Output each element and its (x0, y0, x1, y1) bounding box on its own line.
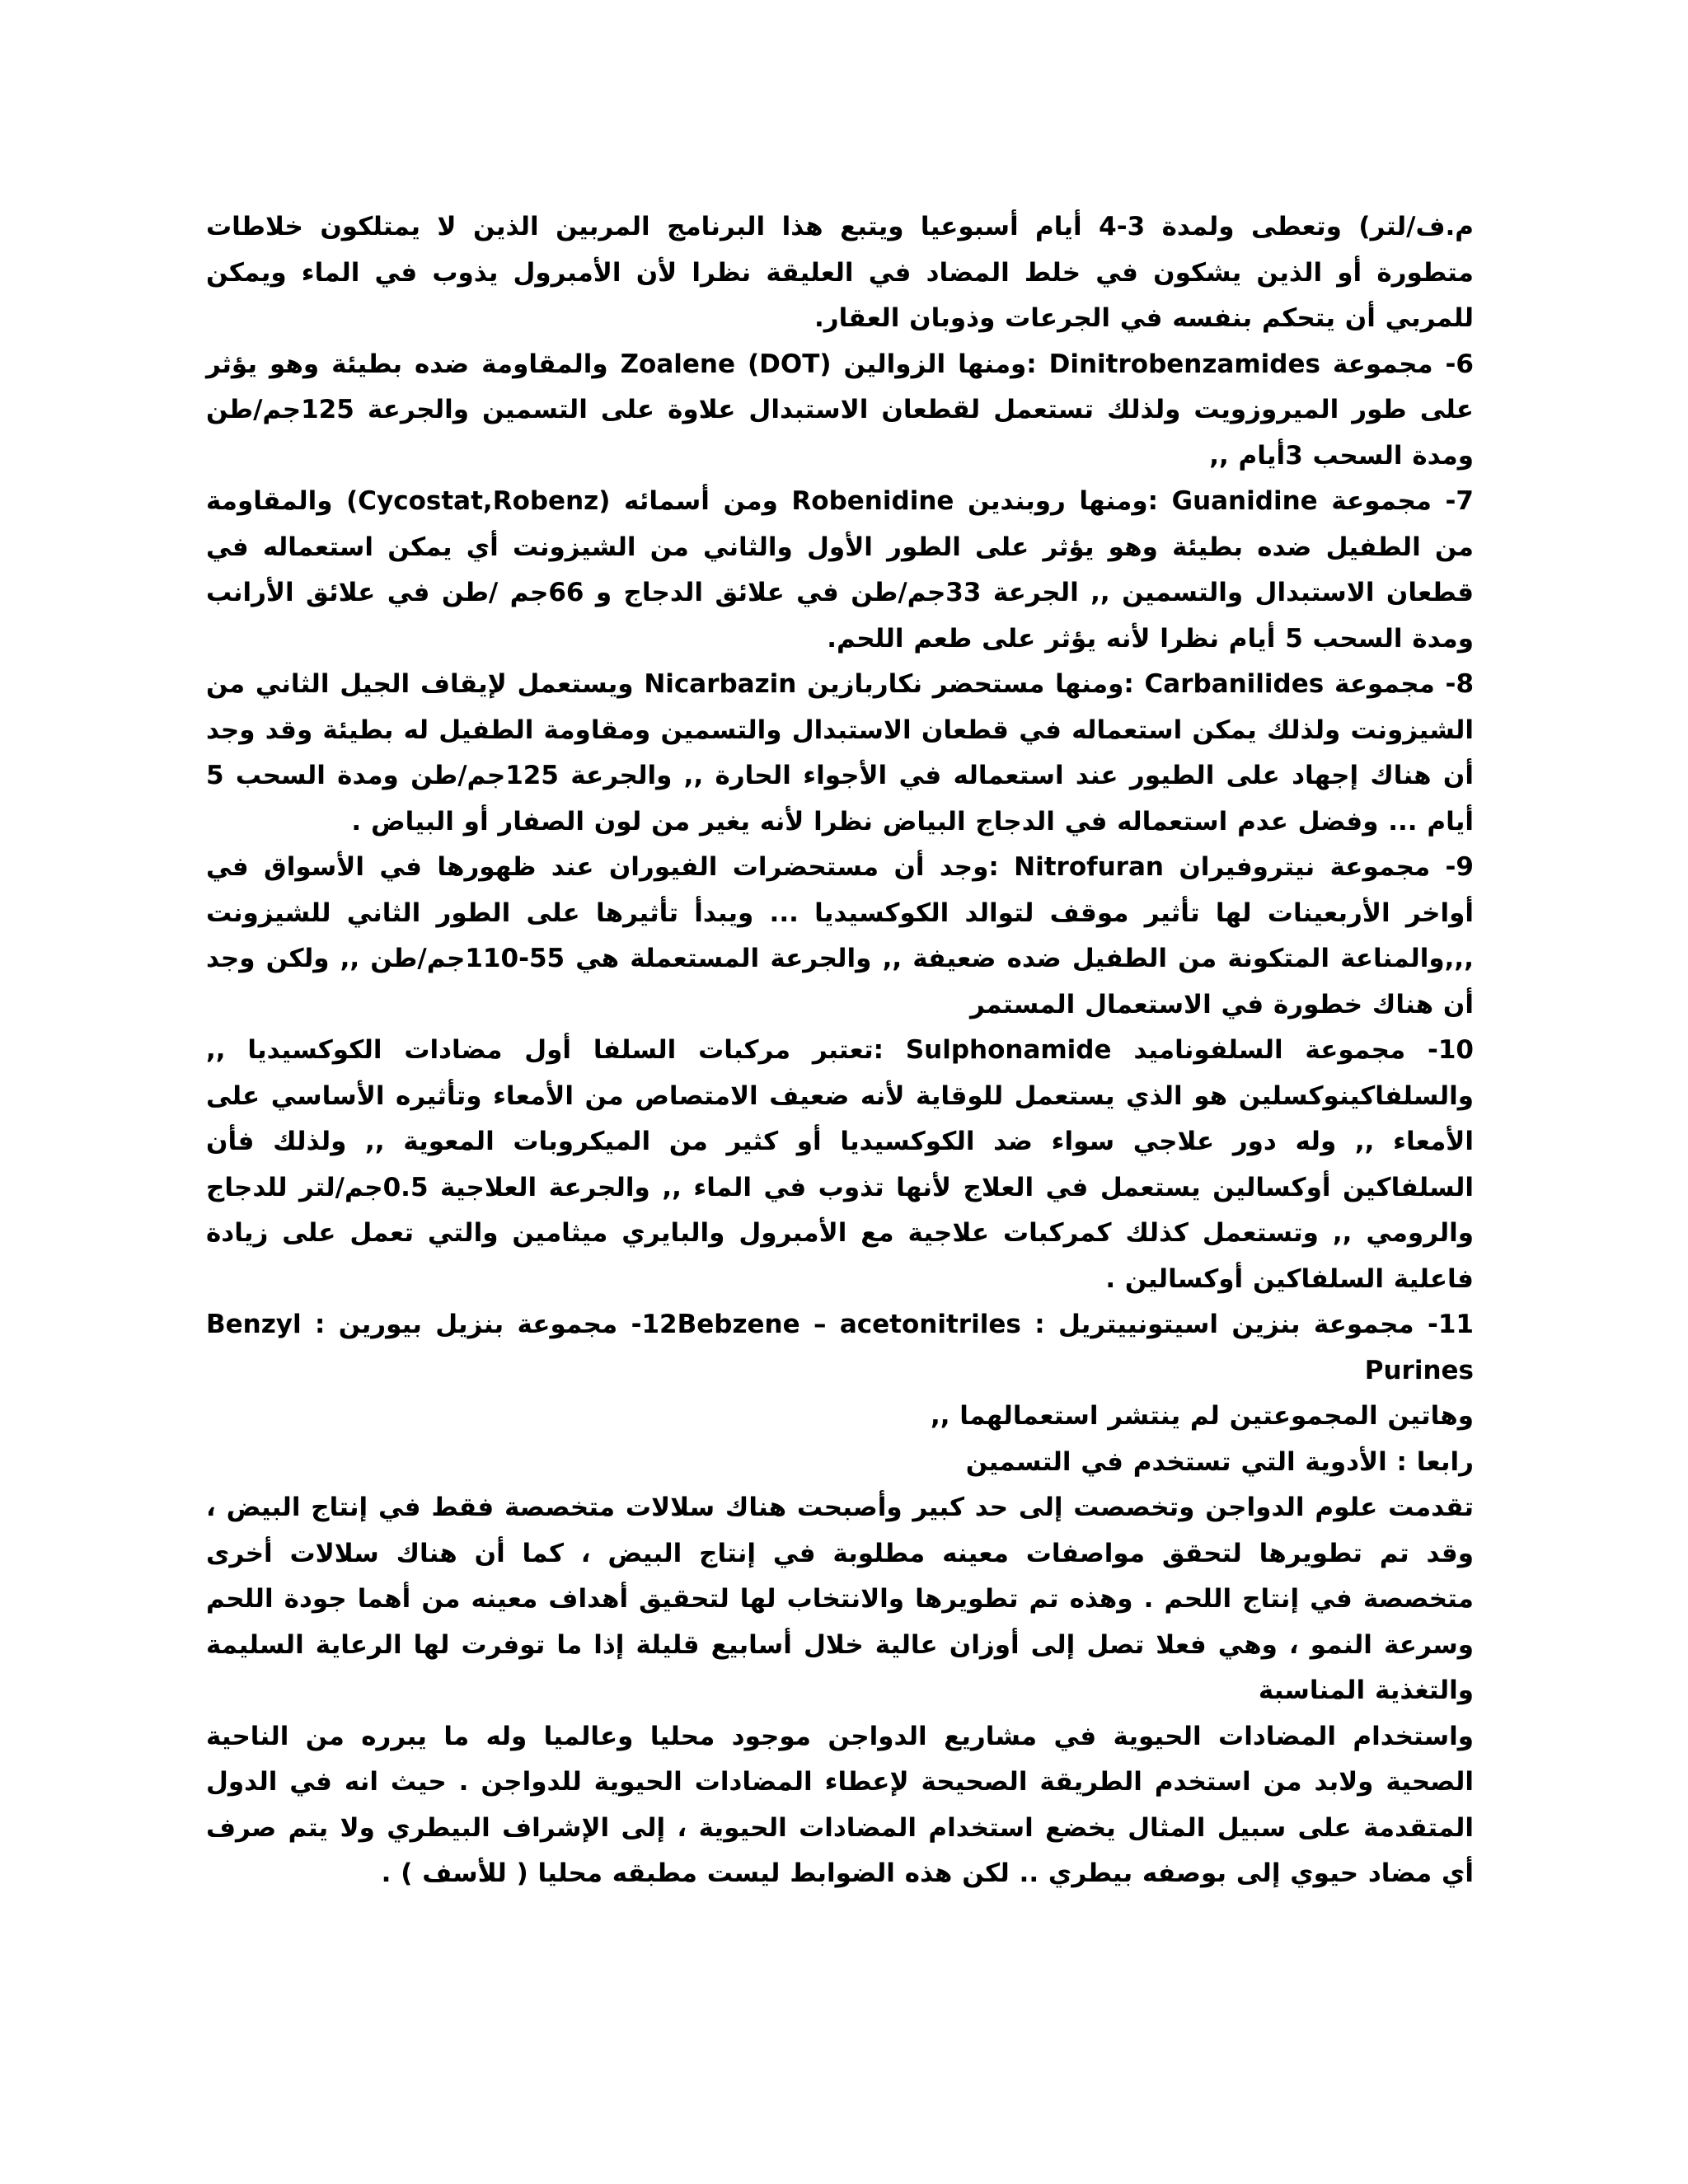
paragraph-group-9-nitrofuran: 9- مجموعة نيتروفيران Nitrofuran :وجد أن مستحضرات الفيوران عند ظهورها في الأسواق في أواخر الأربعينات لها تأثير موقف لتوالد الكوكسيديا ... ويبدأ تأثيرها على الطور الثاني للشيزونت ,,,والمناعة المتكونة من الطفيل ضده ضعيفة ,, والجرعة المستعملة هي 55-110جم/طن ,, ولكن وجد أن هناك خطورة في الاستعمال المستمر (206, 852, 1474, 1019)
section-heading-fattening-drugs: رابعا : الأدوية التي تستخدم في التسمين (965, 1446, 1474, 1477)
paragraph-group-10-sulphonamide: 10- مجموعة السلفوناميد Sulphonamide :تعتبر مركبات السلفا أول مضادات الكوكسيديا ,, والسلفاكينوكسلين هو الذي يستعمل للوقاية لأنه ضعيف الامتصاص من الأمعاء وتأثيره الأساسي على الأمعاء ,, وله دور علاجي سواء ضد الكوكسيديا أو كثير من الميكروبات المعوية ,, ولذلك فأن السلفاكين أوكسالين يستعمل في العلاج لأنها تذوب في الماء ,, والجرعة العلاجية 0.5جم/لتر للدجاج والرومي ,, وتستعمل كذلك كمركبات علاجية مع الأمبرول والبايري ميثامين والتي تعمل على زيادة فاعلية السلفاكين أوكسالين . (206, 1035, 1474, 1294)
paragraph-continuation: م.ف/لتر) وتعطى ولمدة 3-4 أيام أسبوعيا ويتبع هذا البرنامج المربين الذين لا يمتلكون خلاطات متطورة أو الذين يشكون في خلط المضاد في العليقة نظرا لأن الأمبرول يذوب في الماء ويمكن للمربي أن يتحكم بنفسه في الجرعات وذوبان العقار. (206, 212, 1474, 333)
paragraph-antibiotics: واستخدام المضادات الحيوية في مشاريع الدواجن موجود محليا وعالميا وله ما يبرره من الناحية الصحية ولابد من استخدم الطريقة الصحيحة لإعطاء المضادات الحيوية للدواجن . حيث انه في الدول المتقدمة على سبيل المثال يخضع استخدام المضادات الحيوية ، إلى الإشراف البيطري ولا يتم صرف أي مضاد حيوي إلى بوصفه بيطري .. لكن هذه الضوابط ليست مطبقه محليا ( للأسف ) . (206, 1721, 1474, 1888)
paragraph-group-11-12: 11- مجموعة بنزين اسيتونييتريل : 12Bebzene – acetonitriles- مجموعة بنزيل بيورين Benzyl : Purines (206, 1310, 1474, 1385)
paragraph-group-8-carbanilides: 8- مجموعة Carbanilides :ومنها مستحضر نكاربازين Nicarbazin ويستعمل لإيقاف الجيل الثاني من الشيزونت ولذلك يمكن استعماله في قطعان الاستبدال والتسمين ومقاومة الطفيل له بطيئة وقد وجد أن هناك إجهاد على الطيور عند استعماله في الأجواء الحارة ,, والجرعة 125جم/طن ومدة السحب 5 أيام ... وفضل عدم استعماله في الدجاج البياض نظرا لأنه يغير من لون الصفار أو البياض . (206, 669, 1475, 837)
paragraph-poultry-science: تقدمت علوم الدواجن وتخصصت إلى حد كبير وأصبحت هناك سلالات متخصصة فقط في إنتاج البيض ، وقد تم تطويرها لتحقق مواصفات معينه مطلوبة في إنتاج البيض ، كما أن هناك سلالات أخرى متخصصة في إنتاج اللحم . وهذه تم تطويرها والانتخاب لها لتحقيق أهداف معينه من أهما جودة اللحم وسرعة النمو ، وهي فعلا تصل إلى أوزان عالية خلال أسابيع قليلة إذا ما توفرت لها الرعاية السليمة والتغذية المناسبة (206, 1493, 1474, 1705)
paragraph-not-spread: وهاتين المجموعتين لم ينتشر استعمالهما ,, (930, 1401, 1474, 1431)
paragraph-group-6-dinitrobenzamides: 6- مجموعة Dinitrobenzamides :ومنها الزوالين (DOT) Zoalene والمقاومة ضده بطيئة وهو يؤثر على طور الميروزويت ولذلك تستعمل لقطعان الاستبدال علاوة على التسمين والجرعة 125جم/طن ومدة السحب 3أيام ,, (206, 349, 1474, 471)
document-body (206, 204, 1474, 1897)
paragraph-group-7-guanidine: 7- مجموعة Guanidine :ومنها روبندين Robenidine ومن أسمائه (Cycostat,Robenz) والمقاومة من الطفيل ضده بطيئة وهو يؤثر على الطور الأول والثاني من الشيزونت أي يمكن استعماله في قطعان الاستبدال والتسمين ,, الجرعة 33جم/طن في علائق الدجاج و 66جم /طن في علائق الأرانب ومدة السحب 5 أيام نظرا لأنه يؤثر على طعم اللحم. (206, 486, 1474, 654)
